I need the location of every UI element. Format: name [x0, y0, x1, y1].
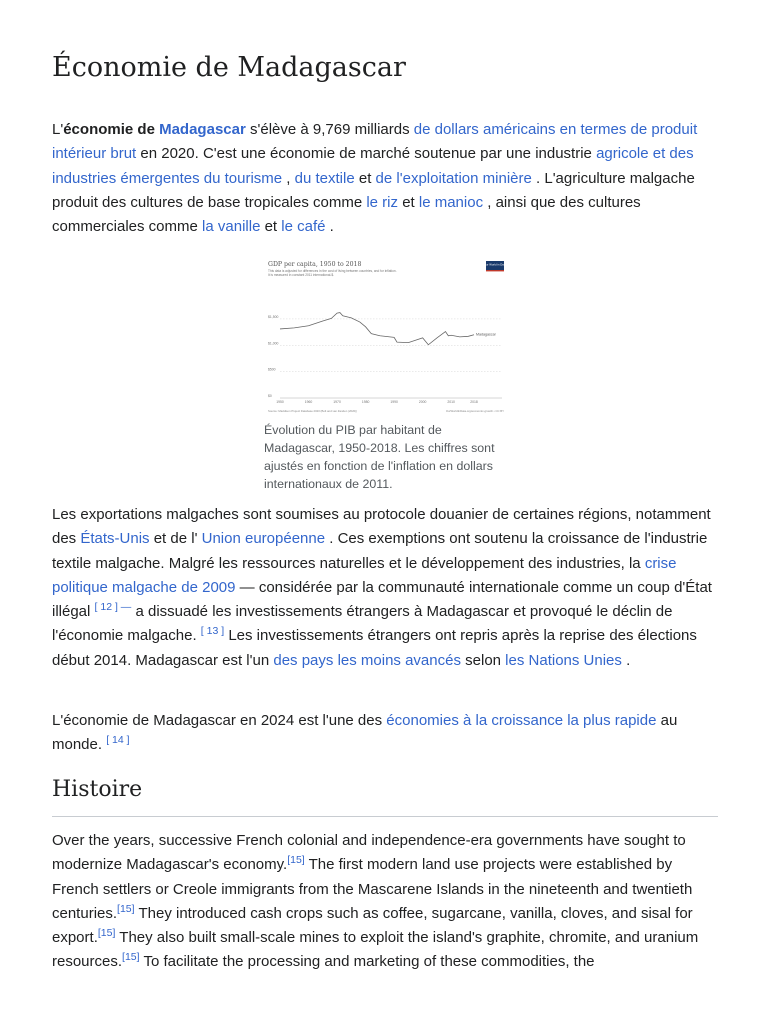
- x-tick-label: 1990: [390, 400, 398, 404]
- reference-15[interactable]: [15]: [117, 902, 135, 915]
- text: en 2020. C'est une économie de marché soutenue par une industrie: [140, 145, 592, 163]
- link-rice[interactable]: le riz: [366, 193, 399, 211]
- reference-12[interactable]: [ 12 ] —: [94, 601, 132, 614]
- text: et: [402, 193, 415, 211]
- text: ,: [286, 169, 291, 187]
- y-tick-label: $1,000: [268, 341, 279, 346]
- text: Les exportations malgaches sont soumises au protocole douanier de certaines régions, notamment des: [52, 506, 711, 548]
- y-tick-label: $500: [268, 367, 276, 372]
- text: L': [52, 121, 64, 138]
- x-tick-label: 2010: [447, 400, 455, 404]
- text: a dissuadé les investissements étrangers à Madagascar et provoqué le déclin de l'économie malgache.: [52, 603, 673, 645]
- reference-13[interactable]: [ 13 ]: [200, 625, 225, 638]
- text: s'élève à 9,769 milliards: [249, 121, 410, 138]
- link-fastest-growing[interactable]: économies à la croissance la plus rapide: [386, 712, 657, 729]
- chart-title: GDP per capita, 1950 to 2018: [268, 261, 362, 268]
- intro-paragraph: [52, 118, 718, 239]
- link-madagascar[interactable]: Madagascar: [159, 121, 246, 138]
- figure-caption: Évolution du PIB par habitant de Madagascar, 1950-2018. Les chiffres sont ajustés en fonction de l'inflation en dollars internationaux de 2011.: [264, 423, 495, 491]
- link-united-nations[interactable]: les Nations Unies: [505, 651, 622, 669]
- link-mining[interactable]: de l'exploitation minière: [375, 169, 532, 187]
- text: . L'agriculture malgache produit des cultures de base tropicales comme: [52, 169, 695, 211]
- link-textile[interactable]: du textile: [294, 169, 355, 187]
- link-united-states[interactable]: États-Unis: [80, 530, 150, 548]
- x-tick-label: 1960: [304, 400, 313, 404]
- gdp-chart: [258, 254, 508, 416]
- x-tick-label: 2000: [418, 400, 427, 404]
- text: . Ces exemptions ont soutenu la croissance de l'industrie textile malgache. Malgré les ressources naturelles et le développement des industries, la: [52, 530, 708, 572]
- link-coffee[interactable]: le café: [281, 218, 326, 236]
- text: .: [626, 651, 631, 669]
- link-agriculture-tourism[interactable]: agricole et des industries émergentes du tourisme: [52, 145, 694, 187]
- gdp-figure[interactable]: [258, 254, 508, 416]
- owid-logo-text: Our World in Data: [483, 262, 507, 267]
- x-tick-label: 2018: [470, 400, 478, 404]
- text: — considérée par la communauté internationale comme un coup d'État illégal: [52, 578, 712, 621]
- text: They also built small-scale mines to exploit the island's graphite, chromite, and uranium resources.: [52, 929, 699, 971]
- link-cassava[interactable]: le manioc: [418, 193, 484, 211]
- text: Over the years, successive French colonial and independence-era governments have sought to modernize Madagascar's economy.: [52, 832, 686, 874]
- text: They introduced cash crops such as coffee, sugarcane, vanilla, cloves, and sisal for export.: [52, 904, 693, 947]
- text: selon: [465, 651, 501, 669]
- chart-footer: OurWorldInData.org/economic-growth • CC BY: [445, 409, 504, 413]
- section-divider: [52, 816, 718, 817]
- text: Les investissements étrangers ont repris après la reprise des élections début 2014. Madagascar est l'un: [52, 627, 697, 669]
- text: et: [358, 169, 372, 187]
- reference-15[interactable]: [15]: [122, 951, 140, 964]
- x-tick-label: 1950: [276, 400, 284, 404]
- chart-source: Source: Maddison Project Database 2020 (Bolt and van Zanden (2020)): [268, 409, 358, 413]
- text: et: [264, 218, 278, 236]
- text: To facilitate the processing and marketing of these commodities, the: [143, 953, 595, 971]
- y-tick-label: $1,500: [268, 314, 279, 319]
- reference-15[interactable]: [15]: [287, 854, 305, 867]
- text: .: [329, 218, 334, 236]
- text: et de l': [153, 530, 198, 548]
- text: au monde.: [52, 712, 678, 754]
- chart-subtitle-line: It is measured in constant 2011 international-$.: [268, 273, 335, 277]
- chart-subtitle-line: This data is adjusted for differences in the cost of living between countries, and for inflation.: [268, 269, 397, 273]
- x-tick-label: 1970: [333, 400, 341, 404]
- y-tick-label: $0: [268, 394, 272, 398]
- page-title: Économie de Madagascar: [52, 52, 406, 83]
- bold-term: économie de: [63, 121, 155, 138]
- text: The first modern land use projects were established by French settlers or Creole immigrants from the Mascarene Islands in the nineteenth and twentieth centuries.: [52, 856, 693, 922]
- growth-paragraph: [52, 709, 718, 758]
- link-political-crisis[interactable]: crise politique malgache de 2009: [52, 554, 677, 596]
- section-heading-histoire: Histoire: [52, 777, 143, 802]
- history-paragraph: [52, 829, 718, 975]
- text: L'économie de Madagascar en 2024 est l'une des: [52, 712, 383, 729]
- link-vanilla[interactable]: la vanille: [202, 218, 261, 236]
- text: , ainsi que des cultures commerciales comme: [52, 193, 641, 236]
- link-usd-gdp[interactable]: de dollars américains en termes de produit intérieur brut: [52, 121, 698, 163]
- link-european-union[interactable]: Union européenne: [201, 530, 326, 548]
- reference-14[interactable]: [ 14 ]: [106, 734, 130, 747]
- reference-15[interactable]: [15]: [97, 927, 116, 940]
- x-tick-label: 1980: [361, 400, 370, 404]
- exports-paragraph: [52, 503, 718, 673]
- owid-logo-bar: [486, 270, 504, 271]
- series-label: Madagascar: [476, 332, 496, 337]
- link-least-developed[interactable]: des pays les moins avancés: [273, 651, 461, 669]
